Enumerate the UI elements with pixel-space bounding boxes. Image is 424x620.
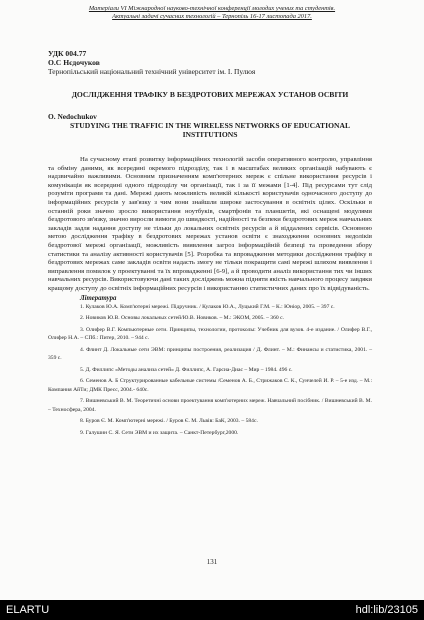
- repository-name: ELARTU: [6, 604, 50, 616]
- paper-content: [48, 49, 372, 440]
- reference-item: 1. Кулаков Ю.А. Комп'ютерні мережі. Підручник. / Кулаков Ю.А., Луцький Г.М. – К.: Юніор, 2005. – 397 с.: [80, 303, 335, 310]
- reference-item: 7. Вишневський В. М. Теоретичні основи проектування комп'ютерних мереж. Навчальний посібник. / Вишневський В. М. – Техносфера, 2004.: [48, 398, 372, 413]
- title-ua: ДОСЛІДЖЕННЯ ТРАФІКУ В БЕЗДРОТОВИХ МЕРЕЖАХ УСТАНОВ ОСВІТИ: [71, 90, 349, 99]
- reference-item: 6. Семенов А. Б Структурированные кабельные системы /Семенов А. Б., Стрижаков С. К., Сунчелей И. Р. – 5-е изд. – М.: Компания АйТи; ДМК Пресс, 2004.- 640с.: [48, 378, 372, 393]
- udk-code: УДК 004.77: [48, 49, 87, 58]
- reference-item: 2. Новиков Ю.В. Основы локальных сетей/Ю.В. Новиков. – М.: ЭКОМ, 2005. – 360 с.: [80, 315, 284, 321]
- page-number: 131: [206, 558, 218, 566]
- handle-identifier: hdl:lib/23105: [355, 604, 418, 616]
- author-ua: О.С Нєдочуков: [48, 58, 100, 67]
- reference-item: 5. Д. Филлипс «Методы анализа сетей» Д. Филлипс, А. Гарсиа-Диас – Мир – 1984. 496 с.: [80, 366, 293, 373]
- reference-item: 9. Галушин С. Я. Сети ЭВМ и их защита. – Санкт-Петербург,2000.: [80, 429, 239, 436]
- running-header: [0, 5, 424, 21]
- repository-footer-bar: [0, 600, 424, 620]
- affiliation: Тернопільський національний технічний університет ім. І. Пулюя: [48, 67, 256, 76]
- title-en: STUDYING THE TRAFFIC IN THE WIRELESS NETWORKS OF EDUCATIONAL INSTITUTIONS: [69, 121, 351, 139]
- body-paragraph: На сучасному етапі розвитку інформаційних технологій засоби оперативного контролю, управління та обміну даними, як всередині окремого підрозділу, так і в масштабах великих організацій набувають є надзвичайно важливими. Основним призначенням комп'ютерних мереж є спільне використання ресурсів і комунікація як всередині одного підрозділу чи організації, так і за її межами [1-4]. Під ресурсами тут слід розуміти програми та дані. Мережі дають можливість великій кількості користувачів одночасного доступу до інформаційних ресурсів у зав'язку з чим вони знайшли широке застосування в освітніх цілях. Оскільки в останній роки значно зросло використання ноутбуків, смартфонів та планшетів, які оснащені модулями бездротового зв'язку, значно виросли вимоги до швидкості, надійності та безпеки бездротових мереж навчальних закладів задля надання доступу не тільки до локальних освітніх ресурсів а й віддалених сервісів. Основною метою дослідження трафіку в бездротових мережах установ освіти є знаходження основних недоліків бездротової мережі організації, можливість виявлення загроз інформаційній безпеці та проведення збору статистики та аналізу активності користувачів [5]. Розробка та впровадження методики дослідження трафіку в бездротових мережах саме закладів освіти надасть змогу не тільки покращити самі мережі шляхом виявлення і виправлення помилок у проектуванні та їх впровадженні [6-9], а й проводити аналіз використання тих чи інших навчальних ресурсів. Використовуючи дані таких досліджень можна підняти якість навчального процесу завдяки кращому доступу до освітніх інформаційних ресурсів і використанню статистичних даних про їх відвідуваність.: [48, 156, 372, 292]
- author-en: O. Nedochukov: [48, 112, 97, 121]
- header-line-1: Матеріали VI Міжнародної науково-технічної конференції молодих учених та студентів.: [88, 5, 336, 12]
- reference-item: 4. Флинт Д. Локальные сети ЭВМ: принципы построения, реализация / Д. Флинт. – М.: Финансы и статистика, 2001. – 359 с.: [48, 346, 372, 361]
- header-line-2: Актуальні задачі сучасних технологій – Тернопіль 16-17 листопада 2017.: [112, 13, 312, 20]
- reference-item: 3. Олифер В.Г. Компьютерные сети. Принципы, технологии, протоколы: Учебник для вузов. 4-е издание. / Олифер В.Г., Олифер Н.А. – СПб.: Питер, 2010. – 944 с.: [48, 326, 372, 341]
- reference-item: 8. Буров Є. М. Комп'ютерні мережі. / Буров Є. М. Львів: БаК, 2003. – 584с.: [80, 418, 258, 424]
- literature-heading: Література: [80, 294, 117, 302]
- reference-list: [48, 303, 372, 438]
